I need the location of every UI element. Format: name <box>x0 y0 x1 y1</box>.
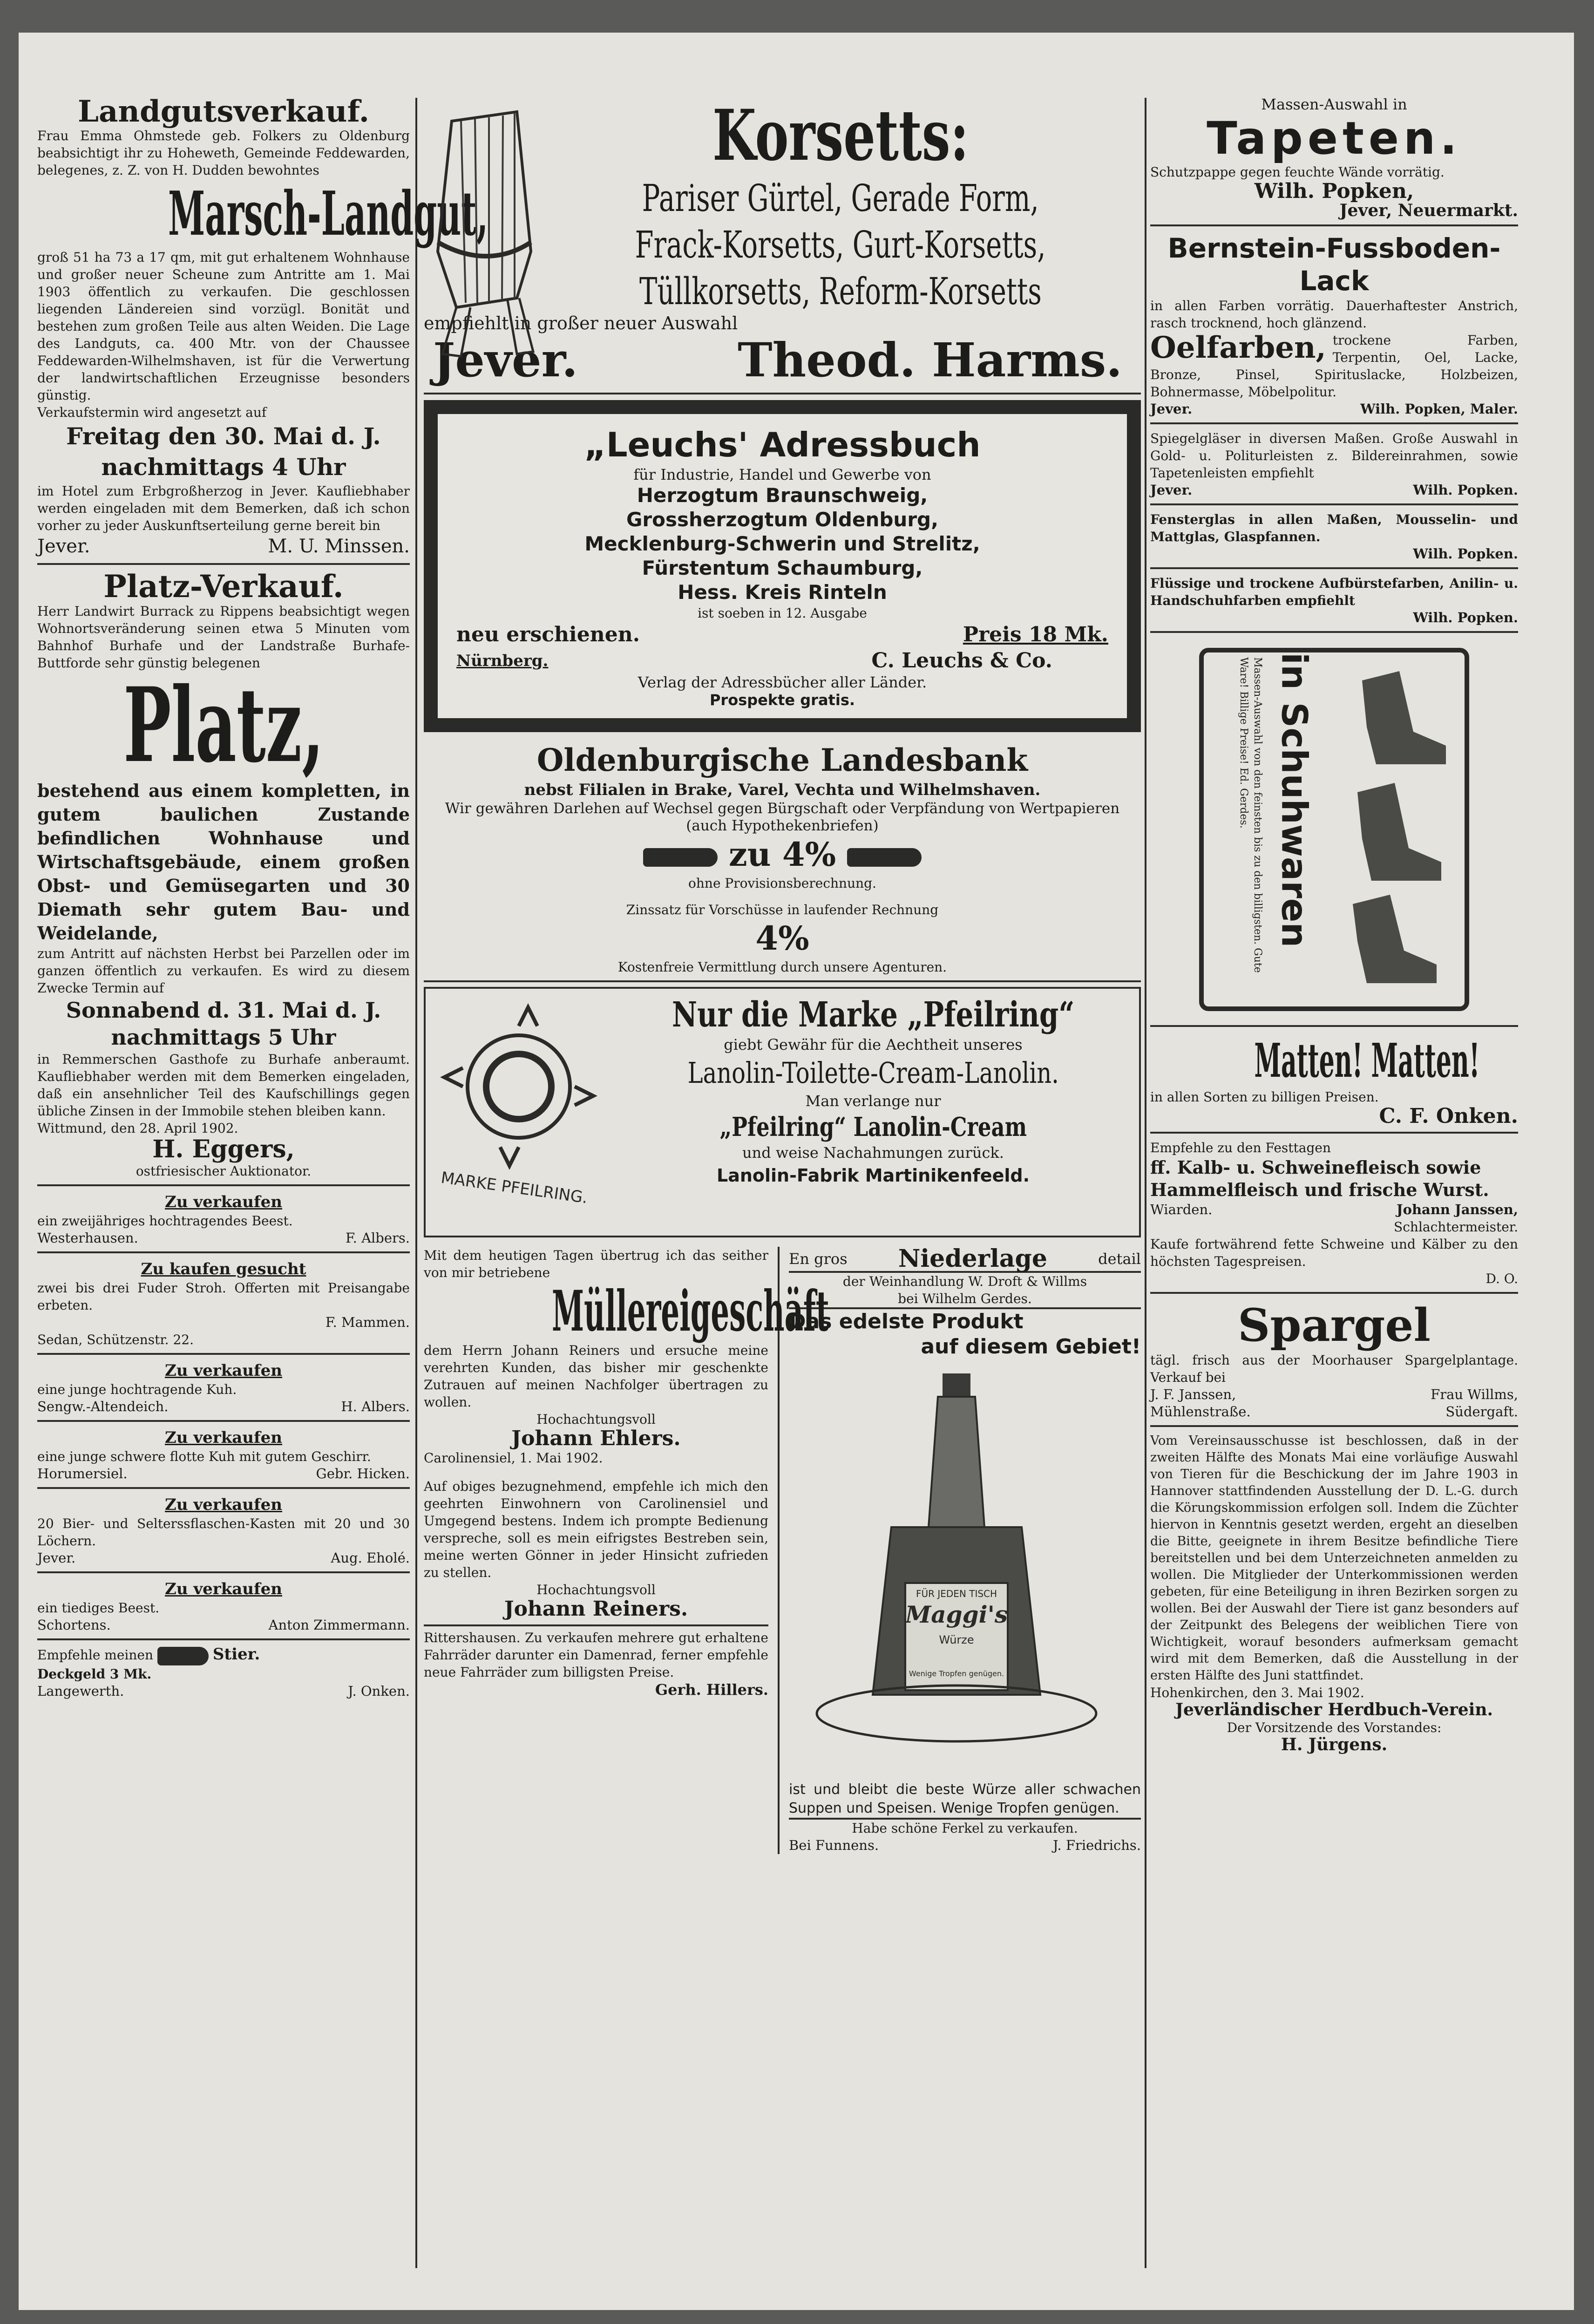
lack-firm: Wilh. Popken, Maler. <box>1360 401 1518 417</box>
maggi-headline2: auf diesem Gebiet! <box>921 1335 1141 1359</box>
schuh-big: in Schuhwaren <box>1274 652 1316 948</box>
platz-signature: H. Eggers, <box>152 1135 295 1164</box>
landgut-body: groß 51 ha 73 a 17 qm, mit gut erhaltenem Wohnhause und großer neuer Scheune zum Antritte am 1. Mai 1903 öffentlich zu verkaufen. Die geschlossen liegenden Ländereien sind vorzügl. Bonität und bestehen zum großen Teile aus alten Weiden. Die Lage des Landguts, ca. 400 Mtr. von der Chaussee Feddewarden-Wilhelmshaven, ist für die Verwertung der landwirtschaftlichen Erzeugnisse besonders günstig. <box>37 250 410 403</box>
landgut-termin: Freitag den 30. Mai d. J. nachmittags 4 Uhr <box>66 422 381 481</box>
stier-line2: Deckgeld 3 Mk. <box>37 1666 152 1682</box>
ferkel-signature: J. Friedrichs. <box>1053 1837 1141 1853</box>
leuchs-title: „Leuchs' Adressbuch <box>584 425 981 464</box>
stier-signature: J. Onken. <box>348 1683 410 1699</box>
left-column <box>37 93 488 2277</box>
leuchs-city: Nürnberg. <box>456 652 549 670</box>
leuchs-territory: Herzogtum Braunschweig, <box>637 484 928 507</box>
korsetts-firm: Theod. Harms. <box>738 333 1122 387</box>
small-ad-extra: Sedan, Schützenstr. 22. <box>37 1332 194 1348</box>
bank-rate-note: ohne Provisionsberechnung. <box>688 876 876 891</box>
spiegel-text: Spiegelgläser in diversen Maßen. Große Auswahl in Gold- u. Politurleisten z. Bildereinrahmen, sowie Tapetenleisten empfiehlt <box>1150 430 1518 481</box>
small-ad-place: Westerhausen. <box>37 1230 138 1246</box>
maggi-headline1: Das edelste Produkt <box>789 1310 1024 1333</box>
verein-ad <box>1150 1430 1518 1759</box>
schuh-ad <box>1150 636 1518 1027</box>
pfeilring-sub: giebt Gewähr für die Aechtheit unseres <box>724 1036 1023 1053</box>
platz-termin: Sonnabend d. 31. Mai d. J. nachmittags 5 Uhr <box>66 998 381 1050</box>
platz-bold: bestehend aus einem kompletten, in gutem baulichen Zustande befindlichen Wohnhause und Wirtschaftsgebäude, einem großen Obst- und Gemüsegarten und 30 Diemath sehr gutem Bau- und Weidelande, <box>37 780 410 944</box>
verein-name: Jeverländischer Herdbuch-Verein. <box>1175 1700 1493 1720</box>
small-ad <box>37 1576 410 1640</box>
leuchs-new: neu erschienen. <box>456 623 640 646</box>
muehle-intro: Mit dem heutigen Tagen übertrug ich das seither von mir betriebene <box>424 1248 768 1280</box>
small-ad-title: Zu verkaufen <box>165 1428 282 1447</box>
korsetts-sub: empfiehlt in großer neuer Auswahl <box>424 313 738 333</box>
newspaper-page <box>19 33 1574 2310</box>
pfeilring-product: Lanolin-Toilette-Cream-Lanolin. <box>687 1056 1059 1090</box>
verein-signature: H. Jürgens. <box>1281 1734 1388 1754</box>
platz-date: Wittmund, den 28. April 1902. <box>37 1121 238 1136</box>
niederlage-engros: En gros <box>789 1250 848 1268</box>
small-ads <box>37 1189 410 1640</box>
matten-title: Matten! Matten! <box>1254 1033 1480 1088</box>
maggi-label-bottom: Wenige Tropfen genügen. <box>909 1669 1004 1678</box>
small-ad-title: Zu verkaufen <box>165 1495 282 1515</box>
matten-text: in allen Sorten zu billigen Preisen. <box>1150 1089 1379 1105</box>
pfeilring-ad <box>424 987 1141 1237</box>
pfeilring-title: Nur die Marke „Pfeilring“ <box>672 995 1075 1035</box>
small-ad-signature: Gebr. Hicken. <box>316 1466 410 1482</box>
small-ad-signature: H. Albers. <box>341 1399 410 1415</box>
bank-rate: zu 4% <box>728 835 836 874</box>
verein-text: Vom Vereinsausschusse ist beschlossen, daß in der zweiten Hälfte des Monats Mai eine vorläufige Auswahl von Tieren für die Beschickung der im Jahre 1903 in Hannover stattfindenden Ausstellung der D. L.-G. durch die Körungskommission erfolgen soll. Indem die Züchter hiervon in Kenntnis gesetzt werden, ergeht an dieselben die Bitte, geeignete in ihrem Besitze befindliche Tiere bereitstellen und bei dem Unterzeichneten anmelden zu wollen. Die Mitglieder der Unterkommissionen werden gebeten, für eine Beteiligung in ihren Bezirken sorgen zu wollen. Bei der Auswahl der Tiere ist ganz besonders auf der Zeitpunkt des Belegens der weiblichen Tiere von Wichtigkeit, worauf besonders aufmerksam gemacht wird mit dem Bemerken, daß die Ausstellung in der ersten Hälfte des Juni stattfindet. <box>1150 1434 1518 1683</box>
lack-title: Bernstein-Fussboden-Lack <box>1167 232 1501 297</box>
stier-ad <box>37 1643 410 1705</box>
spargel-text: tägl. frisch aus der Moorhauser Spargelplantage. Verkauf bei <box>1150 1352 1518 1386</box>
muehle-big: Müllereigeschäft <box>551 1278 829 1344</box>
bank-title: Oldenburgische Landesbank <box>536 742 1028 778</box>
spargel-seller1: J. F. Janssen, <box>1150 1386 1236 1403</box>
korsetts-ad <box>424 93 1141 394</box>
ferkel-text: Habe schöne Ferkel zu verkaufen. <box>852 1821 1078 1836</box>
small-ad-place: Horumersiel. <box>37 1466 128 1482</box>
small-ad-text: 20 Bier- und Selterssflaschen-Kasten mit 20 und 30 Löchern. <box>37 1516 410 1549</box>
bank-sub: nebst Filialen in Brake, Varel, Vechta und Wilhelmshaven. <box>524 781 1041 799</box>
small-ad-place: Sengw.-Altendeich. <box>37 1399 169 1415</box>
leuchs-verlag: Verlag der Adressbücher aller Länder. <box>638 673 927 691</box>
lack-ad <box>1150 229 1518 424</box>
leuchs-territory: Fürstentum Schaumburg, <box>642 557 923 579</box>
small-ad-signature: Anton Zimmermann. <box>268 1617 410 1633</box>
maggi-text: ist und bleibt die beste Würze aller schwachen Suppen und Speisen. Wenige Tropfen genügen. <box>789 1780 1141 1820</box>
farben-ad <box>1150 572 1518 633</box>
spiegel-city: Jever. <box>1150 482 1193 498</box>
niederlage-detail: detail <box>1098 1250 1141 1268</box>
korsetts-line2: Frack-Korsetts, Gurt-Korsetts, <box>635 223 1046 266</box>
korsetts-title: Korsetts: <box>712 95 969 177</box>
small-ad <box>37 1189 410 1253</box>
fenster-firm: Wilh. Popken. <box>1413 545 1518 562</box>
pfeilring-name: „Pfeilring“ Lanolin-Cream <box>719 1112 1027 1142</box>
verein-vorsitz: Der Vorsitzende des Vorstandes: <box>1227 1719 1442 1735</box>
small-ad-text: ein tiediges Beest. <box>37 1600 160 1616</box>
spargel-seller2: Frau Willms, <box>1431 1386 1518 1403</box>
small-ad-signature: F. Albers. <box>346 1230 410 1246</box>
small-ad-title: Zu verkaufen <box>165 1361 282 1380</box>
tapeten-top: Massen-Auswahl in <box>1261 95 1407 113</box>
niederlage-bei: bei Wilhelm Gerdes. <box>789 1290 1141 1309</box>
small-ad-title: Zu kaufen gesucht <box>141 1260 306 1279</box>
small-ad-text: eine junge schwere flotte Kuh mit gutem Geschirr. <box>37 1449 371 1465</box>
leuchs-territory: Hess. Kreis Rinteln <box>678 581 887 604</box>
pointing-hand-right-icon <box>847 848 922 867</box>
maggi-label-wuerze: Würze <box>939 1633 974 1646</box>
muehle-text: dem Herrn Johann Reiners und ersuche meine verehrten Kunden, das bisher mir geschenkte Zutrauen auf meinen Nachfolger übertragen zu wollen. <box>424 1343 768 1410</box>
spargel-ad <box>1150 1297 1518 1427</box>
pfeilring-logo-text: MARKE PFEILRING. <box>440 1168 589 1208</box>
niederlage-line: der Weinhandlung W. Droft & Willms <box>842 1274 1087 1289</box>
platz-signature-sub: ostfriesischer Auktionator. <box>136 1163 312 1179</box>
small-ad-title: Zu verkaufen <box>165 1580 282 1599</box>
stier-line1: Empfehle meinen <box>37 1647 154 1663</box>
platz-big: Platz, <box>123 665 324 786</box>
column-rule-left <box>415 98 417 2268</box>
right-column <box>1150 93 1518 2277</box>
landgut-termin-label: Verkaufstermin wird angesetzt auf <box>37 405 267 421</box>
spiegel-ad <box>1150 427 1518 505</box>
small-ad <box>37 1492 410 1573</box>
korsetts-city: Jever. <box>433 333 578 387</box>
maggi-label-brand: Maggi's <box>905 1601 1008 1628</box>
spargel-addr1: Mühlenstraße. <box>1150 1404 1251 1420</box>
small-ad-place: Schortens. <box>37 1617 111 1633</box>
pfeilring-verlange: Man verlange nur <box>805 1092 941 1110</box>
tapeten-firm: Wilh. Popken, <box>1254 179 1414 203</box>
fleisch-buy: Kaufe fortwährend fette Schweine und Kälber zu den höchsten Tagespreisen. <box>1150 1237 1518 1270</box>
maggi-column <box>780 1244 1141 1854</box>
column-rule-right <box>1145 98 1146 2268</box>
platz-intro: Herr Landwirt Burrack zu Rippens beabsichtigt wegen Wohnortsveränderung seinen etwa 5 Minuten vom Bahnhof Burhafe und der Landstraße Burhafe-Buttforde sehr günstig belegenen <box>37 604 410 671</box>
spargel-title: Spargel <box>1238 1299 1431 1352</box>
landgut-big: Marsch-Landgut, <box>168 178 488 250</box>
farben-firm: Wilh. Popken. <box>1413 609 1518 625</box>
fleisch-signature: Johann Janssen, <box>1396 1202 1518 1218</box>
leuchs-sub: für Industrie, Handel und Gewerbe von <box>633 466 931 483</box>
muehle-signature2: Johann Reiners. <box>424 1598 768 1626</box>
small-ad <box>37 1256 410 1355</box>
leuchs-firm: C. Leuchs & Co. <box>871 649 1052 673</box>
tapeten-title: Tapeten. <box>1207 112 1462 164</box>
bank-zins: Zinssatz für Vorschüsse in laufender Rechnung <box>626 902 939 917</box>
small-ad <box>37 1425 410 1489</box>
leuchs-price: Preis 18 Mk. <box>963 623 1108 646</box>
fenster-text: Fensterglas in allen Maßen, Mousselin- und Mattglas, Glaspfannen. <box>1150 511 1518 544</box>
small-ad-signature: F. Mammen. <box>325 1314 410 1331</box>
pointing-hand-left-icon <box>643 848 718 867</box>
fleisch-bold: ff. Kalb- u. Schweinefleisch sowie Hammelfleisch und frische Wurst. <box>1150 1157 1489 1201</box>
tapeten-addr: Jever, Neuermarkt. <box>1339 201 1518 221</box>
pointing-hand-icon <box>157 1647 209 1665</box>
pfeilring-warn: und weise Nachahmungen zurück. <box>742 1144 1004 1162</box>
leuchs-prospekte: Prospekte gratis. <box>709 691 855 709</box>
matten-signature: C. F. Onken. <box>1379 1104 1518 1128</box>
leuchs-territory: Grossherzogtum Oldenburg, <box>626 508 939 531</box>
bank-foot: Kostenfreie Vermittlung durch unsere Agenturen. <box>617 959 947 975</box>
leuchs-ad <box>424 400 1141 732</box>
landgut-city: Jever. <box>37 536 90 557</box>
fleisch-buy-sig: D. O. <box>1485 1271 1518 1287</box>
landgut-title: Landgutsverkauf. <box>77 94 370 129</box>
landgut-ad <box>37 93 488 565</box>
korsetts-line3: Tüllkorsetts, Reform-Korsetts <box>639 270 1042 313</box>
muehle-date: Carolinensiel, 1. Mai 1902. <box>424 1450 603 1466</box>
landgut-intro: Frau Emma Ohmstede geb. Folkers zu Oldenburg beabsichtigt ihr zu Hoheweth, Gemeinde Feddewarden, belegenes, z. Z. von H. Dudden bewohntes <box>37 128 410 178</box>
lack-text: in allen Farben vorrätig. Dauerhaftester Anstrich, rasch trocknend, hoch glänzend. <box>1150 298 1518 331</box>
spiegel-firm: Wilh. Popken. <box>1413 482 1518 498</box>
ferkel-place: Bei Funnens. <box>789 1837 879 1853</box>
fleisch-ad <box>1150 1136 1518 1294</box>
boots-illustration-icon <box>1320 652 1460 997</box>
tapeten-ad <box>1150 93 1518 226</box>
pfeilring-fabrik: Lanolin-Fabrik Martinikenfeeld. <box>716 1165 1030 1186</box>
small-ad-signature: Aug. Eholé. <box>331 1550 410 1566</box>
verein-date: Hohenkirchen, den 3. Mai 1902. <box>1150 1685 1364 1701</box>
leuchs-territory: Mecklenburg-Schwerin und Strelitz, <box>584 532 980 555</box>
maggi-bottle-icon <box>789 1359 1133 1779</box>
niederlage-title: Niederlage <box>898 1244 1047 1273</box>
corset-illustration-icon <box>424 102 545 363</box>
ritter-text: Rittershausen. Zu verkaufen mehrere gut erhaltene Fahrräder darunter ein Damenrad, ferner empfehle neue Fahrräder zum billigsten Preise. <box>424 1630 768 1680</box>
matten-ad <box>1150 1030 1518 1134</box>
maggi-label-top: FÜR JEDEN TISCH <box>916 1588 997 1599</box>
bank-rate2: 4% <box>755 919 809 958</box>
lack-oel-rest: trockene Farben, Terpentin, Oel, Lacke, Bronze, Pinsel, Spirituslacke, Holzbeizen, Bohnermasse, Möbelpolitur. <box>1150 332 1518 400</box>
fleisch-sub: Schlachtermeister. <box>1394 1219 1518 1235</box>
muehle-signature: Johann Ehlers. <box>511 1427 681 1450</box>
fleisch-intro: Empfehle zu den Festtagen <box>1150 1140 1331 1156</box>
spargel-addr2: Südergaft. <box>1445 1404 1518 1420</box>
small-ad-place: Jever. <box>37 1550 76 1566</box>
lack-city: Jever. <box>1150 401 1193 417</box>
lack-oelfarben: Oelfarben, <box>1150 330 1326 365</box>
small-ad-text: eine junge hochtragende Kuh. <box>37 1382 237 1398</box>
middle-column <box>424 93 1141 2277</box>
ritter-signature: Gerh. Hillers. <box>655 1681 768 1699</box>
farben-text: Flüssige und trockene Aufbürstefarben, Anilin- u. Handschuhfarben empfiehlt <box>1150 575 1518 608</box>
schuh-text: Massen-Auswahl von den feinsten bis zu den billigsten. Gute Ware! Billige Preise! Ed. Gerdes. <box>1238 657 1263 973</box>
small-ad-text: ein zweijähriges hochtragendes Beest. <box>37 1213 293 1229</box>
korsetts-line1: Pariser Gürtel, Gerade Form, <box>642 177 1039 220</box>
platz-title: Platz-Verkauf. <box>103 568 344 605</box>
landgut-place: im Hotel zum Erbgroßherzog in Jever. Kaufliebhaber werden eingeladen mit dem Bemerken, daß ich schon vorher zu jeder Auskunftserteilung gerne bereit bin <box>37 483 410 534</box>
fleisch-city: Wiarden. <box>1150 1202 1213 1218</box>
leuchs-edition: ist soeben in 12. Ausgabe <box>698 605 867 621</box>
bank-ad <box>424 738 1141 982</box>
landgut-signature: M. U. Minssen. <box>268 536 410 557</box>
platz-rest: in Remmerschen Gasthofe zu Burhafe anberaumt. Kaufliebhaber werden mit dem Bemerken eingeladen, daß ein ansehnlicher Teil des Kaufschillings gegen übliche Zinsen in der Immobile stehen bleiben kann. <box>37 1052 410 1119</box>
platz-ad <box>37 568 410 1186</box>
fenster-ad <box>1150 508 1518 569</box>
small-ad-text: zwei bis drei Fuder Stroh. Offerten mit Preisangabe erbeten. <box>37 1280 410 1313</box>
stier-city: Langewerth. <box>37 1683 124 1699</box>
muehle-gruss2: Hochachtungsvoll <box>536 1582 656 1598</box>
small-ad <box>37 1358 410 1422</box>
muehle-gruss: Hochachtungsvoll <box>536 1412 656 1427</box>
tapeten-text: Schutzpappe gegen feuchte Wände vorrätig. <box>1150 164 1445 180</box>
pfeilring-logo-icon <box>430 998 607 1212</box>
leuchs-territories <box>456 483 1108 605</box>
muehle-text2: Auf obiges bezugnehmend, empfehle ich mich den geehrten Einwohnern von Carolinensiel und Umgegend bestens. Indem ich prompte Bedienung verspreche, soll es mein eifrigstes Bestreben sein, meine werten Gönner in jeder Hinsicht zufrieden zu stellen. <box>424 1479 768 1581</box>
stier-word: Stier. <box>212 1645 260 1664</box>
platz-body: zum Antritt auf nächsten Herbst bei Parzellen oder im ganzen öffentlich zu verkaufen. Es wird zu diesem Zwecke Termin auf <box>37 946 410 996</box>
bank-text: Wir gewähren Darlehen auf Wechsel gegen Bürgschaft oder Verpfändung von Wertpapieren (auch Hypothekenbriefen) <box>445 800 1120 834</box>
small-ad-title: Zu verkaufen <box>165 1193 282 1212</box>
